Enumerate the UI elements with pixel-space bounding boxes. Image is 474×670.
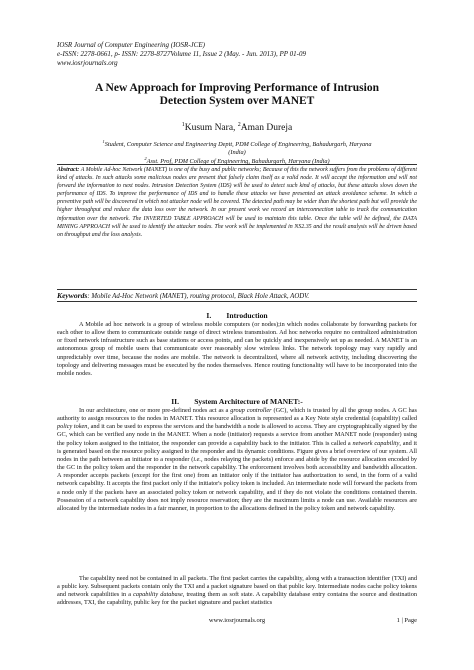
affiliation-2-marker: 2 <box>144 156 147 161</box>
affiliation-1-country: (India) <box>228 149 246 157</box>
text-run: (GC), which is trusted by all the group nodes. A GC has authority to assign resources to the nodes in MANET. This resource allocation is represented as a Key Note style credential (capability) called <box>57 407 417 423</box>
author-list <box>57 122 417 133</box>
affiliation-2-text: Asst. Prof, PDM College of Engineering, Bahadurgarh, Haryana (India) <box>146 158 330 166</box>
keywords-line <box>57 291 417 300</box>
section-1-number: I. <box>206 311 212 320</box>
paper-title <box>57 82 417 108</box>
author-1: Kusum Nara, <box>184 123 238 134</box>
abstract-block <box>57 166 417 239</box>
text-run: , nodes relaying the packets) enforce and abide by the resource allocation encoded by the GC in the policy token and the responder in the network capability. The enforcement involves both accessibility and bandwidth allocation. A responder accepts packets (except for the first one) from an initiator only if the initiator has authorization to send, in the form of a valid network capability. It accepts the first packet only if the initiator's policy token is included. An intermediate node will forward the packets from a node only if the packets have an associated policy token or network capability, and if they do not violate the conditions contained therein. Possession of a network capability does not imply resource reservation; they are the maximum limits a node can use. Available resources are allocated by the intermediate nodes in a fair manner, in proportion to the allocations defined in the policy token and network capability. <box>57 455 417 512</box>
abstract-text: A Mobile Ad-hoc Network (MANET) is one of the busy and public networks; Because of this the network suffers from the problems of different kind of attacks. In such attacks some malicious nodes are present that falsely claim itself as a valid node. It will accept the information and will not forward the information to next nodes. Intrusion Detection System (IDS) will be used to detect such kind of attacks, but these attacks slows down the performance of IDS. To improve the performance of IDS and to handle these attacks we have presented an attack avoidance scheme. In which a preventive path will be discovered in which not attacker node will be covered. The detected path may be wider than the shortest path but will provide the higher throughput and reduce the data loss over the network. In our present work we record an interconnection table to track the communication information over the network. The INVERTED TABLE APPROACH will be used to maintain this table. Once the table will be defined, the DATA MINING APPROACH will be used to identify the attacker nodes. The work will be implemented in NS2.35 and the result analysis will be driven based on throughput and the loss analysis. <box>57 167 417 238</box>
author-2: Aman Dureja <box>240 123 293 134</box>
author-2-marker: 2 <box>237 122 241 128</box>
title-line-1: A New Approach for Improving Performance of Intrusion <box>95 82 379 94</box>
abstract-bottom-rule <box>57 289 417 290</box>
title-line-2: Detection System over MANET <box>159 95 315 107</box>
text-run: The capability need not be contained in all packets. The first packet carries the capability, along with a transaction identifier (TXI) and a public key. Subsequent packets contain only the TXI and a packet signature based on that public key. Intermediate nodes cache policy tokens and network capabilities in a <box>57 575 417 599</box>
affiliation-1-text: Student, Computer Science and Engineering Deptt, PDM College of Engineering, Bahadurgarh, Haryana <box>104 141 372 149</box>
text-run: , and it is generated based on the resource policy assigned to the responder and its dynamic conditions. Figure gives a brief overview of our system. All nodes in the path between an initiator to a responder ( <box>57 439 417 463</box>
section-2-number: II. <box>171 397 179 406</box>
keywords-label: Keywords <box>57 291 88 300</box>
journal-name: IOSR Journal of Computer Engineering (IOSR-JCE) <box>57 41 205 49</box>
journal-site-link[interactable]: www.iosrjournals.org <box>57 59 118 67</box>
term-policy-token: policy token <box>57 423 88 431</box>
term-ie: i.e. <box>193 455 201 463</box>
footer-site-link[interactable]: www.iosrjournals.org <box>208 617 266 624</box>
journal-issn: e-ISSN: 2278-0661, p- ISSN: 2278-8727Volume 11, Issue 2 (May. - Jun. 2013), PP 01-09 <box>57 50 306 58</box>
abstract-label: Abstract: <box>57 167 80 173</box>
term-network-capability: network capability <box>352 439 400 447</box>
section-2-title: System Architecture of MANET:- <box>194 397 303 406</box>
journal-header <box>57 41 306 68</box>
abstract-top-rule <box>57 164 417 165</box>
text-run: In our architecture, one or more pre-defined nodes act as a <box>79 407 231 414</box>
term-capability-database: capability database <box>133 591 183 599</box>
author-1-marker: 1 <box>181 122 185 128</box>
section-1-title: Introduction <box>226 311 268 320</box>
section-2-paragraph-1 <box>57 407 417 513</box>
keywords-text: : Mobile Ad-Hoc Network (MANET), routing protocol, Black Hole Attack, AODV. <box>87 293 310 300</box>
text-run: , and it can be used to express the services and the bandwidth a node is allowed to access. They are cryptographically signed by the GC, which can be verified any node in the MANET. When a node (initiator) requests a service from another MANET node (responder) using the policy token assigned to the initiator, the responder can provide a capability back to the initiator. This is called a <box>57 423 417 447</box>
term-group-controller: group controller <box>230 407 272 414</box>
section-1-heading <box>57 311 417 320</box>
page-number: 1 | Page <box>396 617 417 624</box>
text-run: , treating them as soft state. A capability database entry contains the source and destination addresses, TXI, the capability, public key for the packet signature and packet statistics <box>57 591 417 607</box>
keywords-rule <box>57 301 417 302</box>
section-2-heading <box>57 397 417 406</box>
section-2-paragraph-2 <box>57 575 417 608</box>
affiliation-1-marker: 1 <box>102 139 105 144</box>
section-1-paragraph: A Mobile ad hoc network is a group of wireless mobile computers (or nodes);in which nodes collaborate by forwarding packets for each other to allow them to communicate outside range of direct wireless transmission. Ad hoc networks require no centralized administration or fixed network infrastructure such as base stations or access points, and can be quickly and inexpensively set up as needed. A MANET is an autonomous group of mobile users that communicate over reasonably slow wireless links. The network topology may vary rapidly and unpredictably over time, because the nodes are mobile. The network is decentralized, where all network activity, including discovering the topology and delivering messages must be executed by the nodes themselves. Hence routing functionality will have to be incorporated into the mobile nodes. <box>57 321 417 377</box>
